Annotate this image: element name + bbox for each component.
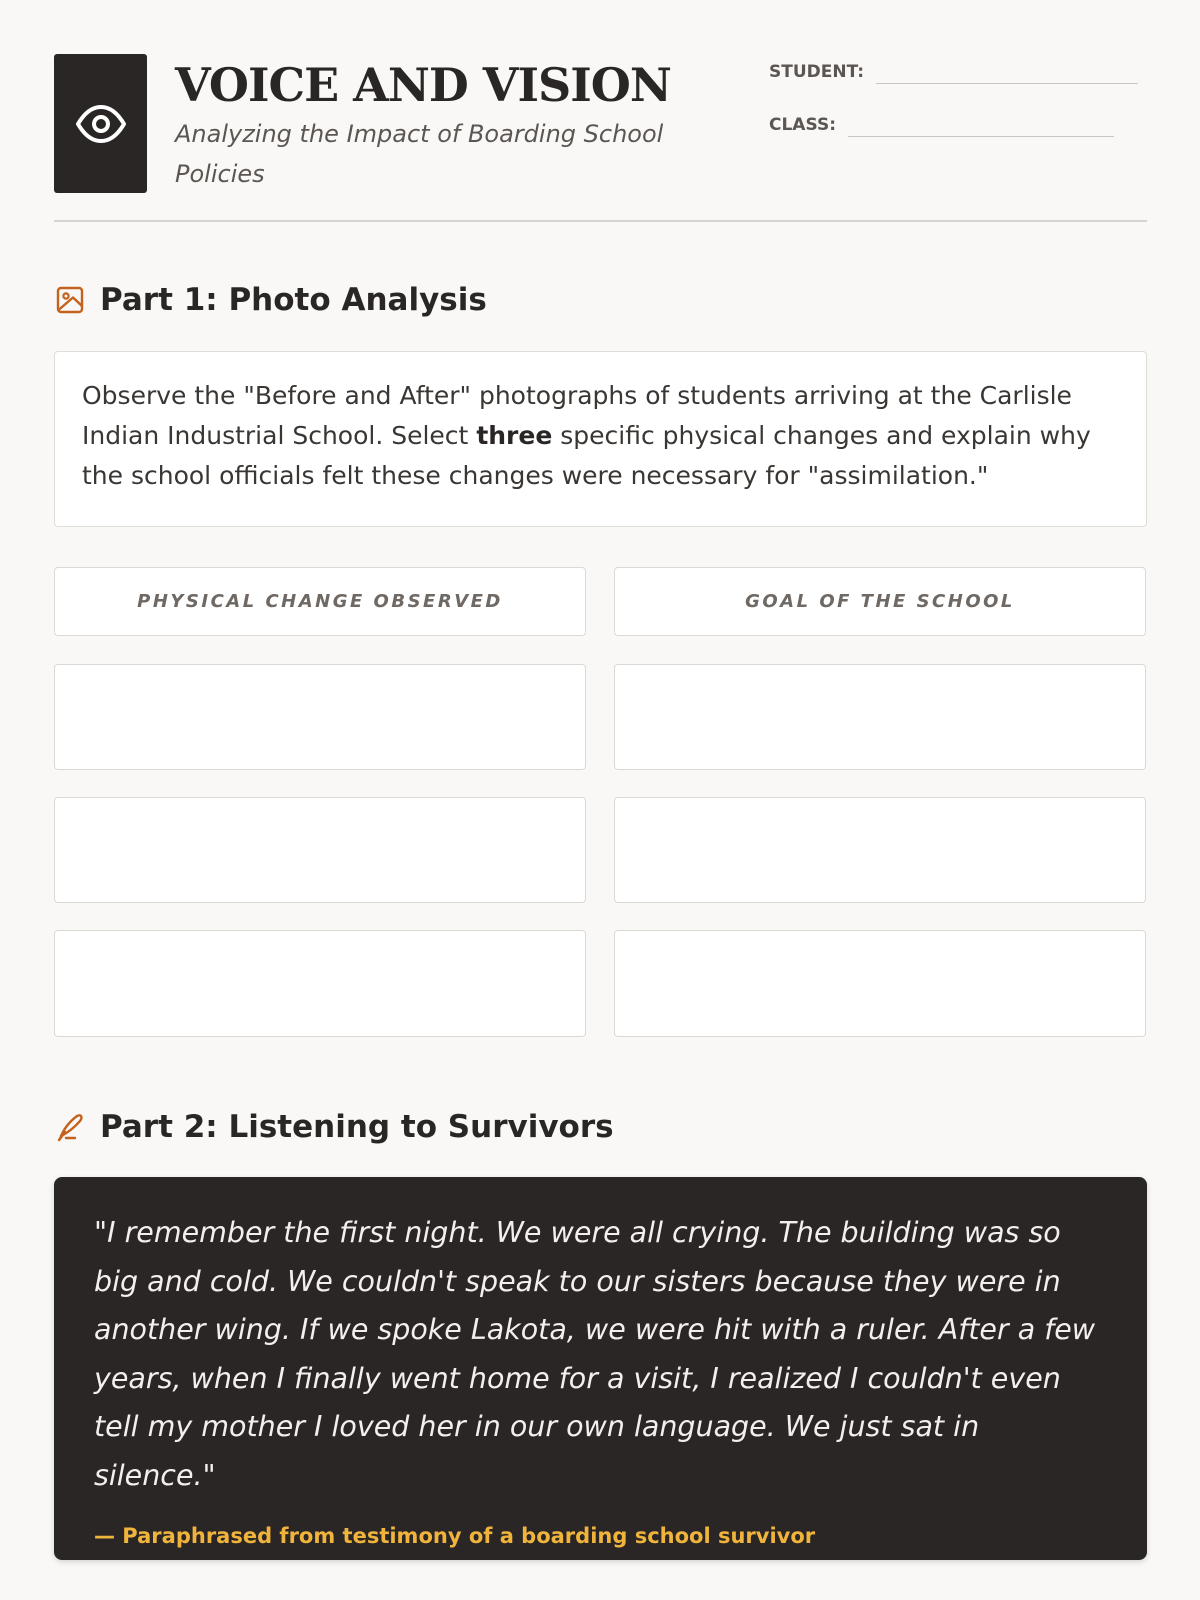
instructions-text-end: specific physical changes and explain why the school officials felt these changes were necessary for "assimilation." bbox=[82, 421, 1091, 490]
student-name-line[interactable] bbox=[876, 83, 1138, 84]
feather-pen-icon bbox=[54, 1111, 86, 1143]
page-title: VOICE AND VISION bbox=[175, 58, 671, 112]
school-goal-answer-2[interactable] bbox=[614, 797, 1146, 903]
survivor-quote: "I remember the first night. We were all crying. The building was so big and cold. We couldn't speak to our sisters because they were in another wing. If we spoke Lakota, we were hit with a ruler. After a few years, when I finally went home for a visit, I realized I couldn't even tell my mother I loved her in our own language. We just sat in silence." bbox=[94, 1216, 1096, 1492]
student-field[interactable] bbox=[769, 62, 1138, 82]
survivor-quote-box bbox=[54, 1177, 1147, 1560]
part1-heading-text: Part 1: Photo Analysis bbox=[100, 282, 487, 318]
class-field[interactable] bbox=[769, 115, 1114, 135]
column-header-physical-change: PHYSICAL CHANGE OBSERVED bbox=[54, 567, 586, 636]
quote-attribution: — Paraphrased from testimony of a boarding school survivor bbox=[94, 1524, 816, 1548]
page-subtitle: Analyzing the Impact of Boarding School Policies bbox=[175, 120, 664, 188]
class-name-line[interactable] bbox=[848, 136, 1114, 137]
worksheet-header bbox=[54, 54, 1147, 222]
physical-change-answer-2[interactable] bbox=[54, 797, 586, 903]
student-label: STUDENT: bbox=[769, 62, 865, 82]
school-goal-answer-1[interactable] bbox=[614, 664, 1146, 770]
column-header-school-goal: GOAL OF THE SCHOOL bbox=[614, 567, 1146, 636]
part2-heading-text: Part 2: Listening to Survivors bbox=[100, 1109, 614, 1145]
school-goal-answer-3[interactable] bbox=[614, 930, 1146, 1037]
part2-heading bbox=[54, 1107, 614, 1147]
part1-instructions bbox=[54, 351, 1147, 527]
instructions-text-start: Observe the "Before and After" photographs of students arriving at the Carlisle Indian Industrial School. Select bbox=[82, 381, 1072, 450]
physical-change-answer-1[interactable] bbox=[54, 664, 586, 770]
logo bbox=[54, 54, 147, 193]
header-divider bbox=[54, 220, 1147, 222]
class-label: CLASS: bbox=[769, 115, 836, 135]
instructions-emphasis: three bbox=[476, 421, 553, 450]
eye-icon bbox=[75, 104, 127, 144]
image-icon bbox=[54, 284, 86, 316]
part1-heading bbox=[54, 280, 487, 320]
physical-change-answer-3[interactable] bbox=[54, 930, 586, 1037]
